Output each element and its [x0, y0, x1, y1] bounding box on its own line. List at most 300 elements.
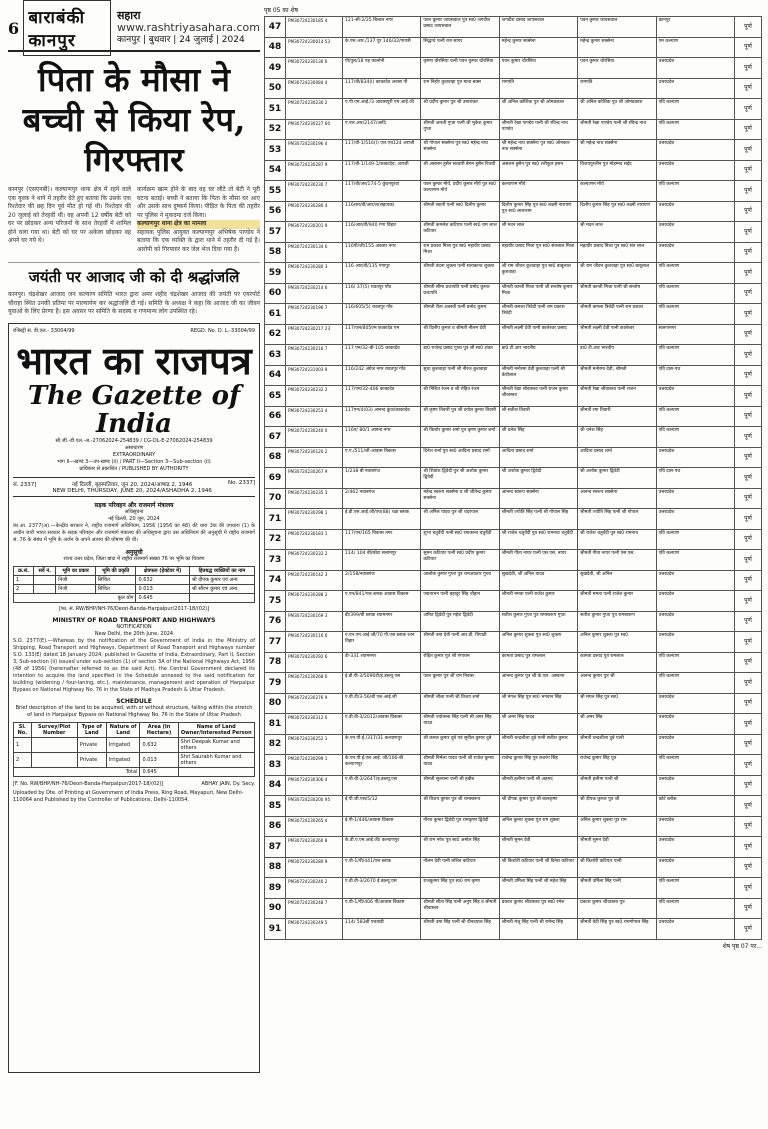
cell-status: पूर्ण: [735, 58, 762, 79]
table-row: [265, 160, 762, 181]
cell-address: ए.पी.एम.आई./3 आवासपुरी एम.आई.जी: [343, 99, 421, 120]
cell-owner-name: श्रीमती मंजू सिंह पत्नी श्री रामेन्द्र सिंह: [499, 919, 577, 940]
table-header: Name of Land Owner/Interested Person: [178, 722, 254, 737]
table-row: [265, 181, 762, 202]
cell-area: उत्तरप्रदेश: [656, 611, 734, 632]
table-row: [265, 345, 762, 366]
cell-application-id: PM30724230280 3: [286, 263, 343, 284]
brand-name: सहारा: [116, 9, 141, 22]
table-cell: 2: [14, 752, 32, 767]
cell-area: एवि कल्याण: [656, 181, 734, 202]
website: www.rashtriyasahara.com: [116, 21, 260, 34]
cell-application-id: PM30724230280 9: [286, 857, 343, 878]
cell-status: पूर्ण: [735, 201, 762, 222]
cell-address: 116/ 37(5) रावतपुर गाँव: [343, 283, 421, 304]
cell-address: ए.वी.टी/3-56/बी एल.आई.जी: [343, 693, 421, 714]
cell-area: उत्तरप्रदेश: [656, 570, 734, 591]
cell-address: 117/वी-1/516(I) एल.एच124 अराजी: [343, 140, 421, 161]
cell-status: पूर्ण: [735, 37, 762, 58]
table-header: सर्वे नं.: [34, 566, 56, 575]
cell-address: के.एन.पी.ई.एल.आई. जी/106-बी कल्याणपुर: [343, 755, 421, 776]
cell-owner-name: आनन्द कुमार पुत्र श्री के.एल. अस्थाना: [499, 673, 577, 694]
cell-address: 117एन/4(03) आनन्द कुंज/काकादेव: [343, 406, 421, 427]
cell-status: पूर्ण: [735, 181, 762, 202]
cell-owner-name: श्री दीपक कुमार पुत्र श्री बालकृष्ण: [499, 796, 577, 817]
table-row: [265, 673, 762, 694]
cell-applicant-name: आलोक कुमार गुप्ता पुत्र रामअवतार गुप्ता: [421, 570, 499, 591]
cell-owner-name: श्रीमती सुमन देवी: [499, 837, 577, 858]
cell-application-id: PM30724230268 6: [286, 673, 343, 694]
cell-row-number: 61: [265, 304, 286, 325]
cell-address: 116/आर/वी/940 गंगा विहार: [343, 222, 421, 243]
cell-applicant-name: श्रीमती स्वाती पत्नी स्व0 दिलीप कुमार: [421, 201, 499, 222]
cell-row-number: 64: [265, 365, 286, 386]
table-cell: Shri Deepak Kumar and others: [178, 737, 254, 752]
cell-current-owner: श्री राम जीवन कुशवाहा पुत्र स्व0 बाबूलाल: [578, 263, 656, 284]
gazette-part: भाग II—खण्ड 3—उप-खण्ड (ii) / PART II—Section 3—Sub-section (ii): [57, 458, 211, 465]
left-page: [8, 6, 260, 1124]
notification-hi: अधिसूचना: [124, 508, 144, 515]
cell-application-id: PM30724230298 1: [286, 509, 343, 530]
cell-status: पूर्ण: [735, 775, 762, 796]
cell-owner-name: श्री सतीश तिवारी: [499, 406, 577, 427]
cell-address: 117/एम/32-406 काकादेव: [343, 386, 421, 407]
cell-address: 116/242 अंग्रेज नगर रावतपुर गाँव: [343, 365, 421, 386]
table-header: Nature of Land: [106, 722, 140, 737]
issue-no-hi: सं. 2337]: [13, 481, 37, 488]
table-cell: Private: [77, 737, 106, 752]
cell-applicant-name: श्री विजय कुमार पुत्र श्री रामस्वरूप: [421, 796, 499, 817]
cell-current-owner: श्री अशोक कुमार द्विवेदी: [578, 468, 656, 489]
cell-current-owner: श्रीमती ज्योति सिंह पत्नी श्री गोपाल: [578, 509, 656, 530]
cell-status: पूर्ण: [735, 857, 762, 878]
cell-applicant-name: श्री निशित रंजन व श्री रोहित रंजन: [421, 386, 499, 407]
cell-owner-name: कल्याणम मौर्य: [499, 181, 577, 202]
cell-area: उत्तरप्रदेश: [656, 222, 734, 243]
cell-area: उत्तरप्रदेश: [656, 857, 734, 878]
cell-applicant-name: श्रीमती उमा देवी पत्नी आर.डी. त्रिपाठी: [421, 632, 499, 653]
cell-application-id: PM30724230232 2: [286, 550, 343, 571]
cell-status: पूर्ण: [735, 304, 762, 325]
cell-current-owner: श्रीमती रेखा पाण्डेय पत्नी श्री रविन्द्र नाथ: [578, 119, 656, 140]
cell-address: 2/462 नवाबगंज: [343, 488, 421, 509]
table-row: [265, 488, 762, 509]
notice-table-body: [265, 17, 762, 940]
cell-current-owner: आनन्द स्वरूप सक्सेना: [578, 488, 656, 509]
right-page: [264, 6, 762, 1124]
cell-owner-name: असलम हुसैन पुत्र स्व0 शरीफुल हसन: [499, 160, 577, 181]
cell-row-number: 49: [265, 58, 286, 79]
table-row: [265, 324, 762, 345]
table-row: [14, 593, 255, 602]
cell-current-owner: श्रीमती रेखा श्रीवास्तव पत्नी राजन: [578, 386, 656, 407]
cell-application-id: PM30724230288 2: [286, 591, 343, 612]
story-body: [8, 186, 260, 254]
cell-status: पूर्ण: [735, 693, 762, 714]
story-highlight: कल्याणपुर थाना क्षेत्र का मामला: [137, 220, 260, 229]
cell-current-owner: श्री दीपक कुमार पुत्र श्री: [578, 796, 656, 817]
cell-applicant-name: कृष्णा चौरसिया पत्नी पवन कुमार चौरसिया: [421, 58, 499, 79]
table-row: [265, 570, 762, 591]
cell-applicant-name: नीरज कुमार द्विवेदी पुत्र रामकृष्ण द्विवेदी: [421, 816, 499, 837]
table-row: [265, 652, 762, 673]
cell-applicant-name: रोहित कुमार पुत्र श्री गंगाराम: [421, 652, 499, 673]
cell-address: के.डी.ए.एम.आई.जी/ कल्याणपुर: [343, 837, 421, 858]
cell-area: कानपुर: [656, 17, 734, 38]
cell-area: उत्तरप्रदेश: [656, 919, 734, 940]
cell-row-number: 52: [265, 119, 286, 140]
cell-current-owner: राजेन्द्र कुमार सिंह पुत्र: [578, 755, 656, 776]
table-cell: सिंचित: [95, 575, 136, 584]
cell-status: पूर्ण: [735, 488, 762, 509]
cell-address: 114/ 104 बी/छोटा सलामपुर: [343, 550, 421, 571]
table-cell: Shri Saurabh Kumar and others: [178, 752, 254, 767]
table-cell: सिंचित: [95, 584, 136, 593]
cell-status: पूर्ण: [735, 714, 762, 735]
cell-status: पूर्ण: [735, 570, 762, 591]
cell-current-owner: श्रीमती हलीमा पत्नी श्री: [578, 775, 656, 796]
cell-application-id: PM30724230217 23: [286, 324, 343, 345]
gazette-issue-bar: [13, 477, 255, 497]
cell-current-owner: श्री किशोरी कटियार पत्नी: [578, 857, 656, 878]
issue-no-en: No. 2337]: [227, 479, 255, 486]
cell-current-owner: श्रीमती रमा तिवारी: [578, 406, 656, 427]
cell-owner-name: अनिल कुमार शुक्ला पुत्र स्व0 शुक्ला: [499, 632, 577, 653]
cell-address: डी-331 श्यामनगर: [343, 652, 421, 673]
cell-address: 2/158/नवाबगंज: [343, 570, 421, 591]
cell-address: 114/ 583बी पचवाडी: [343, 919, 421, 940]
cell-status: पूर्ण: [735, 591, 762, 612]
table-cell: निजी: [56, 584, 96, 593]
cell-area: एवि कल्याण: [656, 529, 734, 550]
cell-row-number: 56: [265, 201, 286, 222]
schedule-table-hi: [13, 566, 255, 603]
cell-application-id: PM30724230142 3: [286, 570, 343, 591]
cell-current-owner: श्रीमती ममता पत्नी राजेश कुमार: [578, 591, 656, 612]
cell-status: पूर्ण: [735, 734, 762, 755]
cell-owner-name: श्रीमती कमला त्रिवेदी पत्नी राम प्रकाश त्रिवेदी: [499, 304, 577, 325]
cell-owner-name: श्रीमती लक्ष्मी देवी पत्नी कालेश्वर प्रसाद: [499, 324, 577, 345]
file-ref-en: [F. No. RW/BHP/NH-76/Deori-Banda-Harpalpur/2017-18/(02)]: [13, 780, 164, 787]
gazette-authority: प्राधिकार से प्रकाशित / PUBLISHED BY AUTHORITY: [79, 465, 189, 472]
story-col-2b-text: सहायक पुलिस आयुक्त कल्याणपुर अभिषेक पाण्डेय ने बताया कि एक व्यक्ति के द्वारा थाने में तहरीर दी गई है। आरोपी को गिरफ्तार कर जेल भेज दिया गया है।: [137, 228, 260, 253]
cell-row-number: 62: [265, 324, 286, 345]
cell-address: 116ए/ 80/1 आनन्द नगर: [343, 427, 421, 448]
gazette-extraordinary-hi: असाधारण: [124, 444, 144, 451]
reg-right: REGD. No. D. L.-33004/99: [190, 327, 255, 334]
cell-owner-name: आनन्द स्वरूप सक्सेना: [499, 488, 577, 509]
cell-address: 116शार/वी/आर/ल(सहायक): [343, 201, 421, 222]
table-cell: 1: [14, 575, 34, 584]
table-row: [265, 427, 762, 448]
cell-current-owner: कामता प्रसाद पुत्र रामलाल: [578, 652, 656, 673]
date-line: कानपुर | बुधवार | 24 जुलाई | 2024: [116, 35, 245, 45]
table-row: [265, 242, 762, 263]
cell-current-owner: कल्याणम मौर्य: [578, 181, 656, 202]
table-row: [265, 734, 762, 755]
cell-owner-name: श्री किशोरी कटियार पत्नी श्री दिनेश कटियार: [499, 857, 577, 878]
cell-status: पूर्ण: [735, 365, 762, 386]
cell-applicant-name: श्री कृष्ण तिवारी पुत्र श्री दयोल कुमार तिवारी: [421, 406, 499, 427]
cell-applicant-name: श्री दिलीप कुमार व श्रीमती नीलम देवी: [421, 324, 499, 345]
cell-status: पूर्ण: [735, 242, 762, 263]
cell-applicant-name: श्री राम नरेश पुत्र स्व0 अमोल सिंह: [421, 837, 499, 858]
notification-date-hi: नई दिल्ली, 20 जून, 2024: [108, 515, 160, 522]
cell-status: पूर्ण: [735, 324, 762, 345]
cell-address: 117 एम/32-बी-105 काकादेव: [343, 345, 421, 366]
cell-area: स्वरूपनगर: [656, 324, 734, 345]
cell-status: पूर्ण: [735, 550, 762, 571]
table-header: भूमि का प्रकार: [56, 566, 96, 575]
cell-row-number: 75: [265, 591, 286, 612]
cell-application-id: PM30724230227 60: [286, 119, 343, 140]
cell-status: पूर्ण: [735, 119, 762, 140]
cell-row-number: 50: [265, 78, 286, 99]
cell-applicant-name: श्रीमती ज्योत्सना सिंह पत्नी श्री अमर सिंह यादव: [421, 714, 499, 735]
cell-applicant-name: पवन कुमार जायसवाल पुत्र स्व0 जगदीश प्रसाद जायसवाल: [421, 17, 499, 38]
notification-body-en: S.O. 2377(E).—Whereas by the notification of the Government of India in the Ministry of Shipping, Road Transport and Highways, Department of Road Transport and Highways number S.O. 133(E) dated 18 January 2024, published in Gazette of India, Extraordinary, Part II, Section 3, Sub-section (ii) issued under sub-section (1) of section 3A of the National Highways Act, 1956 (48 of 1956) (hereinafter referred to as the said Act), the Central Government declared its intention to acquire the land specified in the Schedule annexed to the said notification for building (widening / four-laning, etc.), maintenance, management and operation of Harpalpur Bypass on National Highway No. 76 in the State of Madhya Pradesh & Uttar Pradesh.: [13, 637, 255, 693]
cell-current-owner: श्री अनिल कोशिक पुत्र श्री ओमप्रकाश: [578, 99, 656, 120]
cell-current-owner: श्री अमर सिंह: [578, 714, 656, 735]
cell-owner-name: सतीश कुमार गुप्ता पुत्र रामस्वरूप गुप्ता: [499, 611, 577, 632]
cell-application-id: PM30724230183 1: [286, 529, 343, 550]
cell-row-number: 57: [265, 222, 286, 243]
issue-date-en: NEW DELHI, THURSDAY, JUNE 20, 2024/ASHADHA 2, 1946: [52, 487, 212, 494]
cell-owner-name: श्रीमती उर्मिला सिंह पत्नी श्री महेश सिंह: [499, 878, 577, 899]
cell-application-id: PM30724230134 6: [286, 242, 343, 263]
gazette-codes: सी.जी.-डी.एल.-अ.-27062024-254839 / CG-DL-E-27062024-254839: [55, 437, 213, 444]
cell-current-owner: सतीश कुमार गुप्ता पुत्र रामस्वरूप: [578, 611, 656, 632]
cell-row-number: 90: [265, 898, 286, 919]
cell-status: पूर्ण: [735, 652, 762, 673]
table-total-value: 0.645: [136, 593, 189, 602]
cell-address: 117/वी/अर/174-5 कुंदनपुरवा: [343, 181, 421, 202]
cell-application-id: PM30724230196 4: [286, 140, 343, 161]
ministry-en: MINISTRY OF ROAD TRANSPORT AND HIGHWAYS: [52, 616, 216, 624]
cell-row-number: 67: [265, 427, 286, 448]
cell-current-owner: सुखदेवी, श्री अनिल: [578, 570, 656, 591]
table-row: [265, 529, 762, 550]
table-header: Area (In Hectare): [140, 722, 178, 737]
cell-address: ए.एल.आर/2147/आदि: [343, 119, 421, 140]
cell-row-number: 68: [265, 447, 286, 468]
cell-status: पूर्ण: [735, 632, 762, 653]
table-header: हितबद्ध व्यक्तियों का नाम: [189, 566, 254, 575]
cell-application-id: PM30724230267 9: [286, 468, 343, 489]
table-row: [265, 837, 762, 858]
table-row: [14, 767, 255, 776]
cell-area: उत्तरप्रदेश: [656, 734, 734, 755]
cell-row-number: 63: [265, 345, 286, 366]
cell-owner-name: श्रीमती कान्ती मिश्रा पत्नी श्री सन्तोष कुमार मिश्रा: [499, 283, 577, 304]
table-row: [265, 283, 762, 304]
table-row: [265, 632, 762, 653]
cell-application-id: PM30724230116 6: [286, 632, 343, 653]
gazette-footer: [13, 781, 255, 787]
table-row: [14, 737, 255, 752]
cell-current-owner: श्री राजेश चतुर्वेदी पुत्र स्व0 रामनाथ: [578, 529, 656, 550]
table-header-row: [14, 566, 255, 575]
cell-area: एम कल्याण: [656, 37, 734, 58]
table-row: [14, 752, 255, 767]
table-row: [265, 78, 762, 99]
cell-application-id: PM30724230280 4: [286, 201, 343, 222]
cell-row-number: 78: [265, 652, 286, 673]
cell-row-number: 59: [265, 263, 286, 284]
cell-row-number: 81: [265, 714, 286, 735]
cell-application-id: PM30724230240 0: [286, 427, 343, 448]
cell-status: पूर्ण: [735, 99, 762, 120]
file-ref-hi: [फा. सं. RW/BHP/NH-76/Deori-Banda-Harpalpur/2017-18/(02)]: [58, 605, 210, 612]
table-row: [265, 99, 762, 120]
cell-owner-name: श्रीमती हलीमा पत्नी श्री अहमद: [499, 775, 577, 796]
cell-area: उत्तरप्रदेश: [656, 837, 734, 858]
cell-row-number: 48: [265, 37, 286, 58]
table-cell: 0.632: [140, 737, 178, 752]
cell-area: एवि दास-पथ: [656, 468, 734, 489]
cell-applicant-name: श्रीमती शीला पत्नी श्री विजय शर्मा: [421, 693, 499, 714]
cell-application-id: PM30724230249 5: [286, 919, 343, 940]
cell-applicant-name: श्रीमती उमा सिंह पत्नी श्री दीनदयाल सिंह: [421, 919, 499, 940]
gazette-title-english: The Gazette of India: [27, 380, 241, 439]
cell-status: पूर्ण: [735, 17, 762, 38]
cell-current-owner: महावीर प्रसाद मिश्रा पुत्र स्व0 संत लाल: [578, 242, 656, 263]
cell-applicant-name: श्रीमती सीता सिंह पत्नी अनुप सिंह व श्रीमती श्रीवास्तव: [421, 898, 499, 919]
table-cell: [189, 593, 254, 602]
cell-status: पूर्ण: [735, 796, 762, 817]
cell-current-owner: श्री धनेश सिंह: [578, 427, 656, 448]
cell-area: एवि कल्याण: [656, 878, 734, 899]
table-row: [265, 222, 762, 243]
cell-row-number: 65: [265, 386, 286, 407]
cell-application-id: PM30724230253 4: [286, 406, 343, 427]
cell-row-number: 73: [265, 550, 286, 571]
table-header: भूमि की प्रकृति: [95, 566, 136, 575]
cell-applicant-name: श्रीमती सीमा प्रजापति पत्नी प्रमोद कुमार प्रजापति: [421, 283, 499, 304]
cell-address: 116पी/जी/155 अवतार नगर: [343, 242, 421, 263]
cell-row-number: 55: [265, 181, 286, 202]
cell-application-id: PM30724230130 6: [286, 58, 343, 79]
cell-application-id: PM30724230120 2: [286, 447, 343, 468]
cell-current-owner: श्रीमती उर्मिला सिंह पत्नी: [578, 878, 656, 899]
cell-status: पूर्ण: [735, 386, 762, 407]
table-row: [265, 365, 762, 386]
table-row: [265, 447, 762, 468]
table-row: [265, 17, 762, 38]
table-cell: 0.013: [136, 584, 189, 593]
cell-area: एवि कल्याण: [656, 304, 734, 325]
table-row: [265, 898, 762, 919]
cell-area: एवि कल्याण: [656, 427, 734, 448]
cell-current-owner: डा0 टी.आर भारतीय: [578, 345, 656, 366]
cell-area: एवि दास-पथ: [656, 365, 734, 386]
notification-date-en: New Delhi, the 20th June, 2024: [94, 630, 174, 637]
gazette-extraordinary-en: EXTRAORDINARY: [112, 451, 156, 458]
cell-status: पूर्ण: [735, 406, 762, 427]
cell-current-owner: श्रीमती कान्ती मिश्रा पत्नी श्री सन्तोष: [578, 283, 656, 304]
cell-applicant-name: नीलम देवी पत्नी ललित कटियार: [421, 857, 499, 878]
cell-address: 117/एन/165 विकास नगर: [343, 529, 421, 550]
cell-current-owner: रामपति: [578, 78, 656, 99]
cell-current-owner: पवन कुमार जायसवाल: [578, 17, 656, 38]
cell-address: ए.वी-1/पी/441/एल ब्लाक: [343, 857, 421, 878]
notification-body-hi: का.आ. 2377(अ).—केन्द्रीय सरकार ने, राष्ट्रीय राजमार्ग अधिनियम, 1956 (1956 का 48) की धारा 3क की उपधारा (1) के अधीन जारी भारत सरकार के सड़क परिवहन और राजमार्ग मंत्रालय की अधिसूचना द्वारा उस अधिनियम की अनुसूची में राष्ट्रीय राजमार्ग सं. 76 के संबंध में भूमि के अर्जन के अपने आशय की घोषणा की थी।: [13, 522, 255, 543]
cell-application-id: PM30724230230 2: [286, 99, 343, 120]
cell-application-id: PM30724231003 9: [286, 365, 343, 386]
cell-status: पूर्ण: [735, 509, 762, 530]
cell-application-id: PM30724230214 6: [286, 283, 343, 304]
cell-application-id: PM30724230200 95: [286, 796, 343, 817]
schedule-desc-hi: राज्य उत्तर प्रदेश, जिला बांदा में राष्ट्रीय राजमार्ग संख्या 76 पर भूमि का विवरण: [63, 555, 205, 562]
cell-row-number: 76: [265, 611, 286, 632]
cell-area: एवि कल्याण: [656, 99, 734, 120]
edition-logo: [23, 0, 111, 56]
cell-application-id: PM30724230292 6: [286, 652, 343, 673]
cell-status: पूर्ण: [735, 447, 762, 468]
cell-row-number: 60: [265, 283, 286, 304]
cell-address: ए.वी.वी-3/2647/इ.डब्ल्यू.एस: [343, 775, 421, 796]
cell-area: एवि कल्याण: [656, 673, 734, 694]
cell-address: 117/वी-1/149-1/काकादेव, अराजी: [343, 160, 421, 181]
table-row: [265, 58, 762, 79]
cell-owner-name: श्री अशोक कुमार द्विवेदी: [499, 468, 577, 489]
cell-applicant-name: श्री प्रदीप कुमार पुत्र श्री उमाशंकर: [421, 99, 499, 120]
ministry-hi: सड़क परिवहन और राजमार्ग मंत्रालय: [94, 501, 174, 509]
table-cell: [34, 575, 56, 584]
cell-owner-name: आदित्य प्रसाद शर्मा: [499, 447, 577, 468]
table-row: [265, 755, 762, 776]
cell-address: के.एस.आर./137 पुर 146/32/गायत्री: [343, 37, 421, 58]
cell-address: 116 आर/वी/135 गंगापुर: [343, 263, 421, 284]
cell-applicant-name: श्री शिवांश द्विवेदी पुत्र श्री अशोक कुमार द्विवेदी: [421, 468, 499, 489]
cell-current-owner: श्री मदन लाल: [578, 222, 656, 243]
cell-area: उत्तरप्रदेश: [656, 509, 734, 530]
cell-area: एवि कल्याण: [656, 263, 734, 284]
cell-owner-name: श्री अनिल कोशिक पुत्र श्री ओमप्रकाश: [499, 99, 577, 120]
table-cell: 2: [14, 584, 34, 593]
cell-applicant-name: श्रीमती कमलेश कटियार पत्नी स्व0 राम लाल कटियार: [421, 222, 499, 243]
gazette-notice: [8, 323, 260, 1073]
cell-address: के.एन.पी.ई./317/31 कल्याणपुर: [343, 734, 421, 755]
cell-area: उत्तरप्रदेश: [656, 714, 734, 735]
cell-area: एवि कल्याण: [656, 283, 734, 304]
cell-row-number: 82: [265, 734, 286, 755]
cell-applicant-name: राजकुमार सिंह पुत्र स्व0 राम कृष्ण: [421, 878, 499, 899]
table-row: [265, 386, 762, 407]
cell-current-owner: श्रीमती मनोरमा देवी, श्रीमती: [578, 365, 656, 386]
cell-status: पूर्ण: [735, 222, 762, 243]
cell-area: उत्तरप्रदेश: [656, 160, 734, 181]
issue-dates: [36, 480, 228, 494]
cell-applicant-name: महेन्द्र स्वरूप सक्सेना व श्री जीतेन्द्र कुमार सक्सेना: [421, 488, 499, 509]
cell-application-id: PM30724230312 0: [286, 714, 343, 735]
cell-area: उत्तरप्रदेश: [656, 693, 734, 714]
cell-row-number: 69: [265, 468, 286, 489]
cell-applicant-name: दिनेश शर्मा पुत्र स्व0 आदित्य प्रसाद शर्मा: [421, 447, 499, 468]
table-row: [265, 140, 762, 161]
table-row: [14, 584, 255, 593]
cell-applicant-name: श्रीमती वंदना शुक्ला पत्नी सत्यकान्त शुक्ला: [421, 263, 499, 284]
cell-applicant-name: पवन कुमार पुत्र श्री राम निवास: [421, 673, 499, 694]
cell-status: पूर्ण: [735, 611, 762, 632]
masthead-info: [117, 10, 260, 46]
cell-owner-name: श्रीमती गीता नायर पत्नी एस.एस. नायर: [499, 550, 577, 571]
cell-current-owner: श्रीमती गीता नायर पत्नी एस.एस.: [578, 550, 656, 571]
cell-application-id: PM30724230169 3: [286, 611, 343, 632]
cell-owner-name: दिलीप कुमार सिंह पुत्र स्व0 लक्ष्मी नारायण पुत्र स्व0 लालाराम: [499, 201, 577, 222]
table-row: [265, 37, 762, 58]
table-cell: श्री सौरभ कुमार एवं अन्य: [189, 584, 254, 593]
